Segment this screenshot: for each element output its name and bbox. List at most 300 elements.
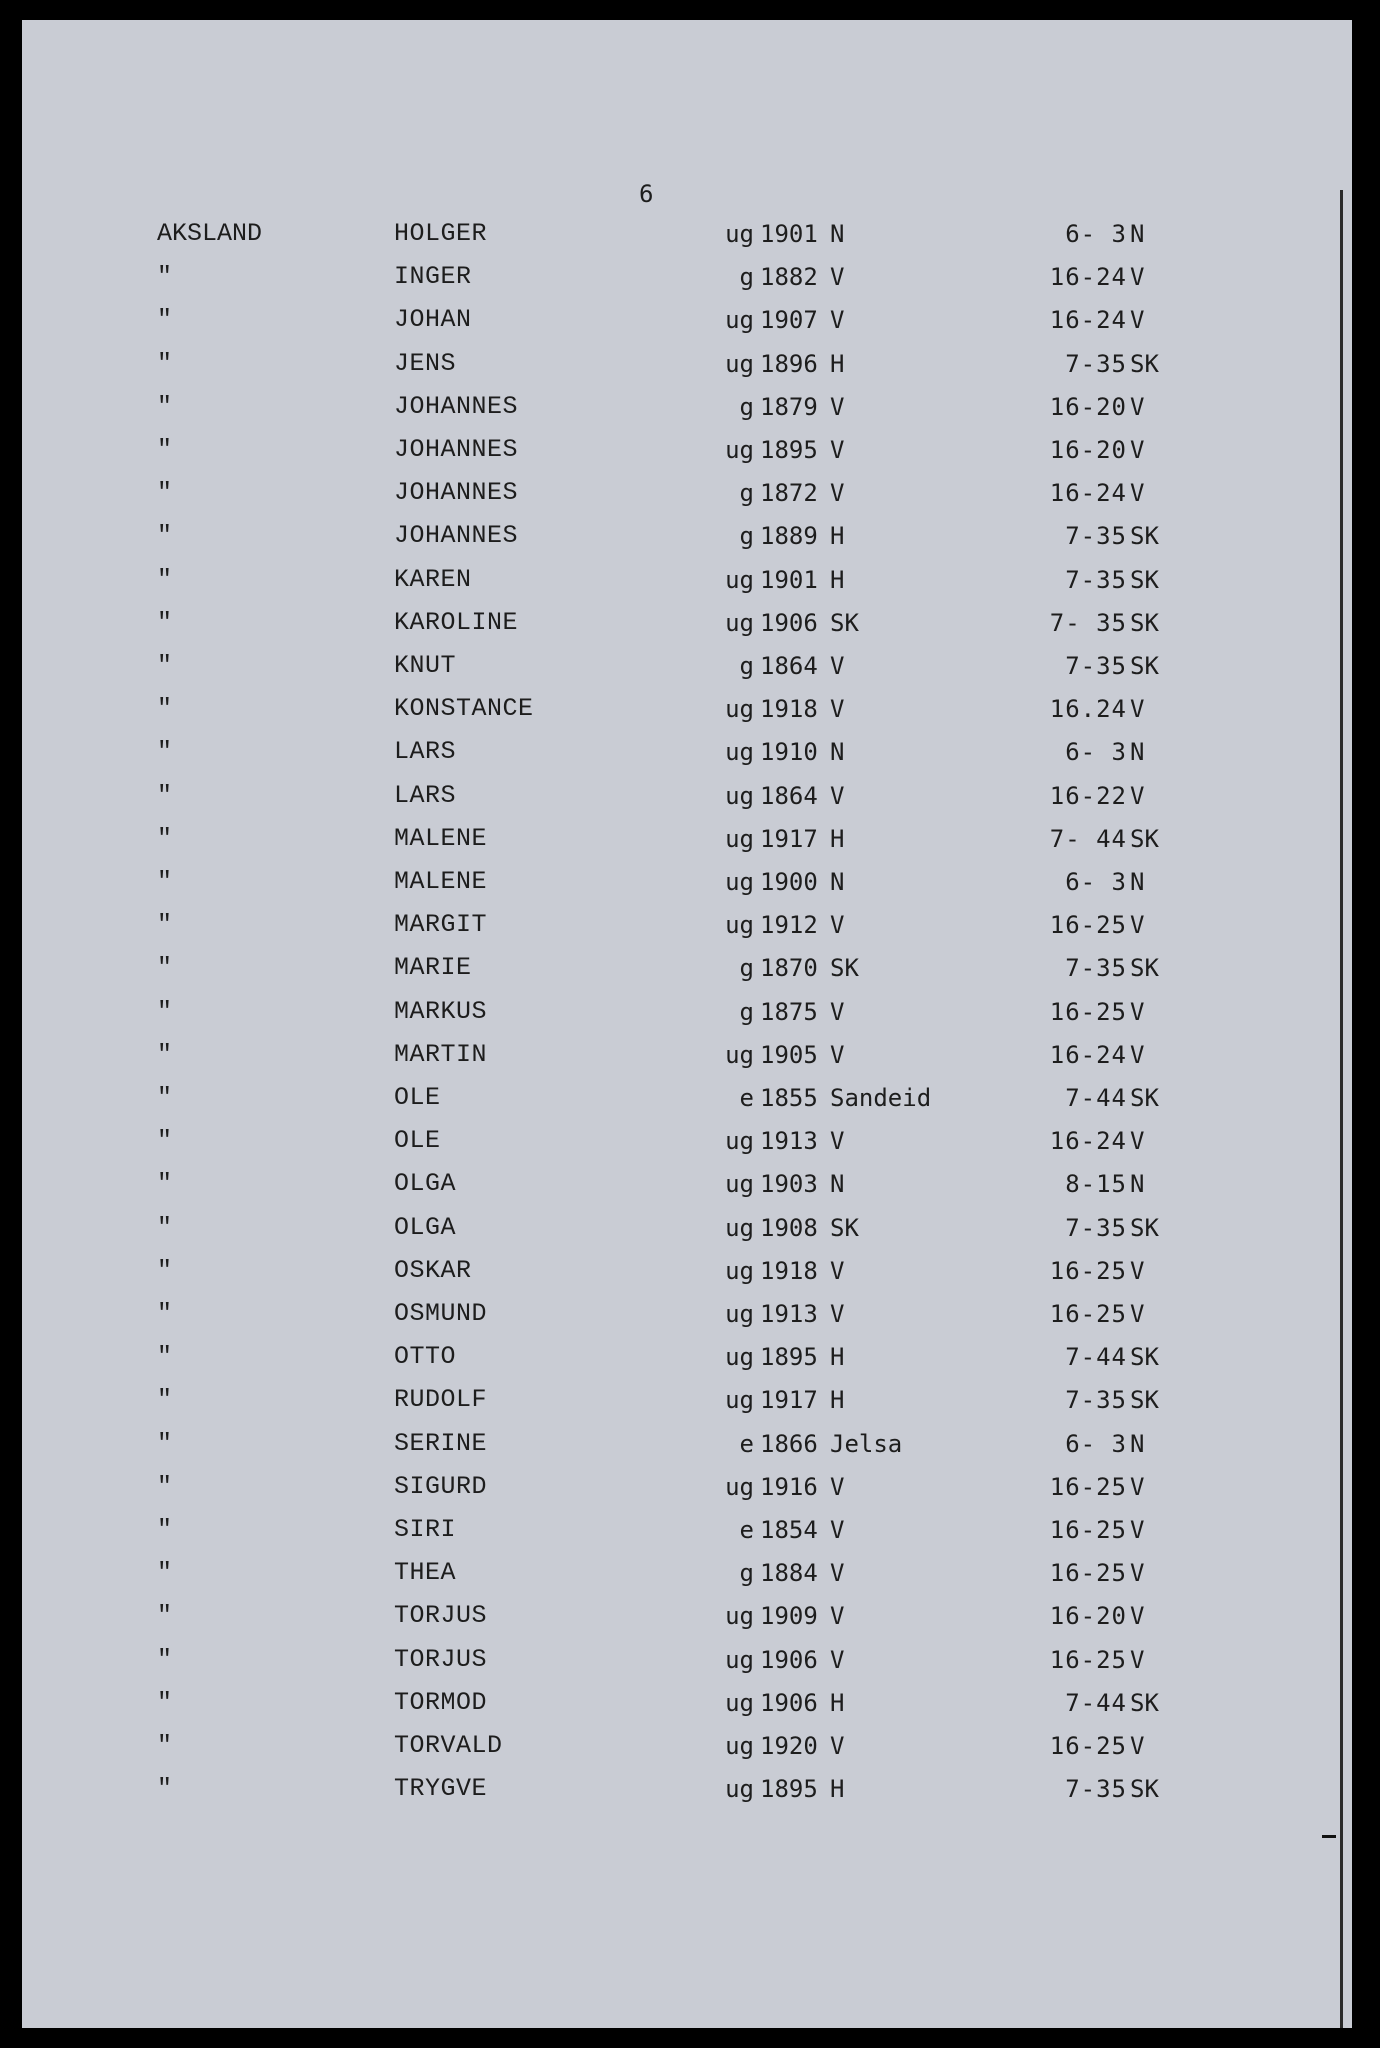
record-status: g (739, 1559, 754, 1588)
record-place: V (830, 1732, 845, 1760)
record-row (22, 348, 1352, 388)
record-region: SK (1130, 565, 1159, 594)
record-status: ug (725, 220, 754, 248)
record-year: 1895 (760, 1775, 818, 1804)
record-first-name: TORMOD (394, 1687, 488, 1717)
record-status: ug (725, 1213, 754, 1242)
record-first-name: THEA (394, 1558, 457, 1588)
record-region: V (1130, 479, 1145, 508)
record-place: N (830, 738, 845, 767)
record-district: 16-25 (1049, 1559, 1127, 1588)
record-place: N (830, 220, 845, 248)
record-surname: " (157, 1083, 173, 1112)
record-district: 7-44 (1065, 1084, 1127, 1112)
record-row (22, 952, 1352, 992)
record-year: 1895 (760, 436, 818, 464)
record-district: 16-24 (1049, 1127, 1127, 1156)
record-first-name: SIRI (394, 1515, 457, 1544)
record-surname: " (157, 694, 173, 724)
record-year: 1918 (760, 695, 818, 724)
record-place: H (830, 1688, 845, 1717)
record-row (22, 693, 1352, 733)
record-first-name: SERINE (394, 1428, 488, 1458)
record-place: V (830, 1516, 845, 1544)
record-first-name: JOHANNES (394, 391, 519, 421)
record-surname: AKSLAND (157, 219, 263, 248)
record-district: 7-35 (1065, 1386, 1127, 1415)
record-district: 16-20 (1049, 392, 1127, 421)
record-place: N (830, 868, 845, 896)
record-status: ug (725, 1170, 754, 1199)
record-surname: " (157, 1039, 173, 1069)
record-first-name: SIGURD (394, 1471, 488, 1501)
record-row (22, 1341, 1352, 1381)
record-status: ug (725, 1645, 754, 1674)
record-surname: " (157, 953, 173, 983)
record-status: e (739, 1516, 754, 1544)
record-place: H (830, 1775, 845, 1804)
record-district: 7-35 (1065, 349, 1127, 378)
record-district: 16-25 (1049, 1645, 1127, 1674)
record-status: e (739, 1429, 754, 1458)
record-region: SK (1130, 1775, 1159, 1804)
record-first-name: MARKUS (394, 996, 488, 1026)
record-year: 1854 (760, 1516, 818, 1544)
record-row (22, 823, 1352, 863)
record-place: H (830, 565, 845, 594)
record-place: V (830, 695, 845, 724)
record-surname: " (157, 262, 173, 292)
record-surname: " (157, 391, 173, 421)
record-district: 6- 3 (1065, 738, 1127, 767)
record-surname: " (157, 564, 173, 594)
record-year: 1901 (760, 220, 818, 248)
record-row (22, 1600, 1352, 1640)
record-district: 16-25 (1049, 1516, 1127, 1544)
record-row (22, 564, 1352, 604)
record-place: V (830, 1127, 845, 1156)
record-status: e (739, 1084, 754, 1112)
record-row (22, 780, 1352, 820)
record-row (22, 1168, 1352, 1208)
record-region: SK (1130, 522, 1159, 551)
record-region: V (1130, 1256, 1145, 1285)
record-region: SK (1130, 652, 1159, 680)
record-region: V (1130, 436, 1145, 464)
record-region: SK (1130, 954, 1159, 983)
record-status: g (739, 954, 754, 983)
record-row (22, 909, 1352, 949)
record-first-name: MALENE (394, 823, 488, 853)
record-first-name: TORJUS (394, 1644, 488, 1674)
record-surname: " (157, 1126, 173, 1156)
record-year: 1855 (760, 1084, 818, 1112)
record-district: 6- 3 (1065, 220, 1127, 248)
page-number: 6 (639, 180, 654, 208)
record-year: 1866 (760, 1429, 818, 1458)
record-status: ug (725, 781, 754, 810)
record-status: ug (725, 608, 754, 637)
record-row (22, 866, 1352, 906)
record-district: 7-44 (1065, 1343, 1127, 1372)
record-first-name: HOLGER (394, 219, 488, 248)
record-first-name: JOHANNES (394, 435, 519, 464)
record-district: 16-24 (1049, 306, 1127, 335)
record-place: V (830, 392, 845, 421)
record-row (22, 304, 1352, 344)
record-surname: " (157, 607, 173, 637)
record-status: ug (725, 1343, 754, 1372)
record-first-name: INGER (394, 262, 472, 292)
record-first-name: JOHAN (394, 305, 472, 335)
record-row (22, 1039, 1352, 1079)
record-first-name: JOHANNES (394, 478, 519, 508)
record-district: 16-25 (1049, 1472, 1127, 1501)
record-status: ug (725, 349, 754, 378)
right-margin-line (1340, 190, 1343, 2028)
record-region: SK (1130, 1688, 1159, 1717)
record-place: N (830, 1170, 845, 1199)
record-first-name: TRYGVE (394, 1774, 488, 1804)
record-year: 1917 (760, 1386, 818, 1415)
record-first-name: MARTIN (394, 1039, 488, 1069)
record-status: ug (725, 1732, 754, 1760)
record-status: ug (725, 306, 754, 335)
record-status: ug (725, 911, 754, 940)
record-surname: " (157, 1428, 173, 1458)
record-region: SK (1130, 1386, 1159, 1415)
record-place: V (830, 263, 845, 292)
record-region: V (1130, 306, 1145, 335)
record-region: V (1130, 1732, 1145, 1760)
record-region: N (1130, 738, 1145, 767)
record-year: 1909 (760, 1602, 818, 1631)
record-year: 1906 (760, 1688, 818, 1717)
record-status: ug (725, 1688, 754, 1717)
record-surname: " (157, 1385, 173, 1415)
record-surname: " (157, 1212, 173, 1242)
record-year: 1864 (760, 781, 818, 810)
record-region: N (1130, 220, 1145, 248)
record-surname: " (157, 1774, 173, 1804)
record-row (22, 1773, 1352, 1813)
record-region: V (1130, 1300, 1145, 1328)
record-first-name: TORVALD (394, 1731, 503, 1760)
record-district: 16-25 (1049, 1256, 1127, 1285)
record-row (22, 1730, 1352, 1770)
document-page (22, 20, 1352, 2028)
record-place: H (830, 1386, 845, 1415)
record-district: 16-25 (1049, 911, 1127, 940)
record-first-name: KAROLINE (394, 607, 519, 637)
record-surname: " (157, 996, 173, 1026)
record-surname: " (157, 1601, 173, 1631)
record-district: 7-44 (1065, 1688, 1127, 1717)
record-first-name: OSKAR (394, 1255, 472, 1285)
record-first-name: TORJUS (394, 1601, 488, 1631)
record-year: 1912 (760, 911, 818, 940)
record-row (22, 1471, 1352, 1511)
record-row (22, 1255, 1352, 1295)
record-place: H (830, 824, 845, 853)
record-row (22, 261, 1352, 301)
record-first-name: OSMUND (394, 1299, 488, 1328)
record-region: V (1130, 1040, 1145, 1069)
record-year: 1884 (760, 1559, 818, 1588)
record-place: V (830, 1645, 845, 1674)
record-surname: " (157, 823, 173, 853)
record-place: V (830, 911, 845, 940)
record-row (22, 736, 1352, 776)
record-region: SK (1130, 1213, 1159, 1242)
record-status: ug (725, 824, 754, 853)
record-year: 1872 (760, 479, 818, 508)
record-district: 7-35 (1065, 565, 1127, 594)
record-year: 1905 (760, 1040, 818, 1069)
record-year: 1900 (760, 868, 818, 896)
record-first-name: JENS (394, 348, 457, 378)
record-surname: " (157, 1558, 173, 1588)
record-first-name: KNUT (394, 651, 457, 680)
record-year: 1916 (760, 1472, 818, 1501)
record-district: 16-25 (1049, 997, 1127, 1026)
record-row (22, 218, 1352, 258)
record-surname: " (157, 1471, 173, 1501)
record-row (22, 1557, 1352, 1597)
record-district: 7-35 (1065, 1213, 1127, 1242)
record-place: SK (830, 954, 859, 983)
record-status: g (739, 392, 754, 421)
record-first-name: KAREN (394, 564, 472, 594)
record-row (22, 996, 1352, 1036)
record-status: g (739, 263, 754, 292)
record-year: 1913 (760, 1127, 818, 1156)
record-first-name: OTTO (394, 1342, 457, 1372)
edge-mark (1322, 1835, 1336, 1838)
record-first-name: OLE (394, 1083, 441, 1112)
record-region: N (1130, 868, 1145, 896)
record-place: V (830, 1602, 845, 1631)
record-status: ug (725, 1300, 754, 1328)
record-place: V (830, 1256, 845, 1285)
record-status: ug (725, 695, 754, 724)
record-region: V (1130, 263, 1145, 292)
record-year: 1882 (760, 263, 818, 292)
record-place: V (830, 1559, 845, 1588)
record-region: N (1130, 1429, 1145, 1458)
record-place: H (830, 1343, 845, 1372)
record-surname: " (157, 910, 173, 940)
record-district: 6- 3 (1065, 1429, 1127, 1458)
record-first-name: KONSTANCE (394, 694, 534, 724)
record-first-name: MALENE (394, 867, 488, 896)
record-place: V (830, 652, 845, 680)
record-surname: " (157, 478, 173, 508)
record-district: 6- 3 (1065, 868, 1127, 896)
record-district: 16-22 (1049, 781, 1127, 810)
record-surname: " (157, 1644, 173, 1674)
record-status: g (739, 997, 754, 1026)
record-region: V (1130, 1602, 1145, 1631)
record-surname: " (157, 435, 173, 464)
record-surname: " (157, 1342, 173, 1372)
record-status: g (739, 652, 754, 680)
record-year: 1913 (760, 1300, 818, 1328)
record-district: 7- 35 (1049, 608, 1127, 637)
record-region: V (1130, 392, 1145, 421)
record-place: H (830, 522, 845, 551)
record-row (22, 1125, 1352, 1165)
record-surname: " (157, 867, 173, 896)
record-place: SK (830, 608, 859, 637)
record-year: 1908 (760, 1213, 818, 1242)
record-year: 1889 (760, 522, 818, 551)
record-first-name: JOHANNES (394, 521, 519, 551)
record-district: 16-25 (1049, 1732, 1127, 1760)
record-place: V (830, 1300, 845, 1328)
record-year: 1907 (760, 306, 818, 335)
record-place: V (830, 1472, 845, 1501)
record-district: 16-24 (1049, 1040, 1127, 1069)
record-region: SK (1130, 1343, 1159, 1372)
record-region: SK (1130, 1084, 1159, 1112)
record-district: 16-20 (1049, 1602, 1127, 1631)
record-district: 16-24 (1049, 479, 1127, 508)
record-year: 1917 (760, 824, 818, 853)
record-year: 1879 (760, 392, 818, 421)
record-surname: " (157, 348, 173, 378)
record-year: 1906 (760, 608, 818, 637)
record-region: V (1130, 1516, 1145, 1544)
record-region: N (1130, 1170, 1145, 1199)
record-year: 1903 (760, 1170, 818, 1199)
record-row (22, 520, 1352, 560)
record-surname: " (157, 305, 173, 335)
record-row (22, 477, 1352, 517)
record-region: SK (1130, 349, 1159, 378)
record-district: 7-35 (1065, 954, 1127, 983)
record-first-name: MARIE (394, 953, 472, 983)
record-surname: " (157, 1731, 173, 1760)
record-first-name: LARS (394, 737, 457, 767)
record-place: V (830, 1040, 845, 1069)
record-surname: " (157, 651, 173, 680)
record-row (22, 1514, 1352, 1554)
record-first-name: OLE (394, 1126, 441, 1156)
record-status: g (739, 479, 754, 508)
record-status: ug (725, 738, 754, 767)
record-district: 7- 44 (1049, 824, 1127, 853)
record-row (22, 1644, 1352, 1684)
record-place: V (830, 306, 845, 335)
record-row (22, 1428, 1352, 1468)
record-first-name: RUDOLF (394, 1385, 488, 1415)
record-place: SK (830, 1213, 859, 1242)
record-row (22, 1687, 1352, 1727)
record-place: H (830, 349, 845, 378)
record-place: Sandeid (830, 1084, 932, 1112)
record-surname: " (157, 1169, 173, 1199)
record-district: 16-24 (1049, 263, 1127, 292)
record-surname: " (157, 1255, 173, 1285)
record-year: 1896 (760, 349, 818, 378)
record-row (22, 650, 1352, 690)
record-year: 1906 (760, 1645, 818, 1674)
record-row (22, 1082, 1352, 1122)
record-status: ug (725, 1775, 754, 1804)
record-row (22, 607, 1352, 647)
record-status: ug (725, 565, 754, 594)
record-year: 1895 (760, 1343, 818, 1372)
record-district: 8-15 (1065, 1170, 1127, 1199)
record-place: V (830, 997, 845, 1026)
record-first-name: LARS (394, 780, 457, 810)
record-region: V (1130, 997, 1145, 1026)
record-region: V (1130, 1645, 1145, 1674)
record-year: 1901 (760, 565, 818, 594)
record-region: V (1130, 1127, 1145, 1156)
record-row (22, 434, 1352, 474)
record-surname: " (157, 780, 173, 810)
record-first-name: OLGA (394, 1169, 457, 1199)
record-status: ug (725, 1386, 754, 1415)
record-surname: " (157, 1687, 173, 1717)
record-first-name: MARGIT (394, 910, 488, 940)
record-district: 7-35 (1065, 522, 1127, 551)
record-row (22, 1212, 1352, 1252)
record-year: 1920 (760, 1732, 818, 1760)
record-status: ug (725, 1472, 754, 1501)
record-district: 16-25 (1049, 1300, 1127, 1328)
record-district: 7-35 (1065, 652, 1127, 680)
record-first-name: OLGA (394, 1212, 457, 1242)
record-region: V (1130, 1472, 1145, 1501)
record-place: V (830, 436, 845, 464)
record-year: 1918 (760, 1256, 818, 1285)
record-region: SK (1130, 608, 1159, 637)
record-surname: " (157, 1515, 173, 1544)
record-status: g (739, 522, 754, 551)
record-surname: " (157, 737, 173, 767)
record-region: V (1130, 695, 1145, 724)
record-year: 1864 (760, 652, 818, 680)
record-status: ug (725, 1602, 754, 1631)
record-year: 1910 (760, 738, 818, 767)
record-year: 1870 (760, 954, 818, 983)
record-region: V (1130, 781, 1145, 810)
record-district: 7-35 (1065, 1775, 1127, 1804)
record-year: 1875 (760, 997, 818, 1026)
record-surname: " (157, 1299, 173, 1328)
record-status: ug (725, 868, 754, 896)
record-status: ug (725, 1040, 754, 1069)
record-row (22, 1384, 1352, 1424)
record-region: V (1130, 1559, 1145, 1588)
record-status: ug (725, 1127, 754, 1156)
record-row (22, 391, 1352, 431)
record-status: ug (725, 1256, 754, 1285)
record-district: 16.24 (1049, 695, 1127, 724)
record-row (22, 1298, 1352, 1338)
record-district: 16-20 (1049, 436, 1127, 464)
record-region: V (1130, 911, 1145, 940)
record-place: V (830, 479, 845, 508)
record-place: Jelsa (830, 1429, 903, 1458)
record-place: V (830, 781, 845, 810)
record-surname: " (157, 521, 173, 551)
record-region: SK (1130, 824, 1159, 853)
record-status: ug (725, 436, 754, 464)
